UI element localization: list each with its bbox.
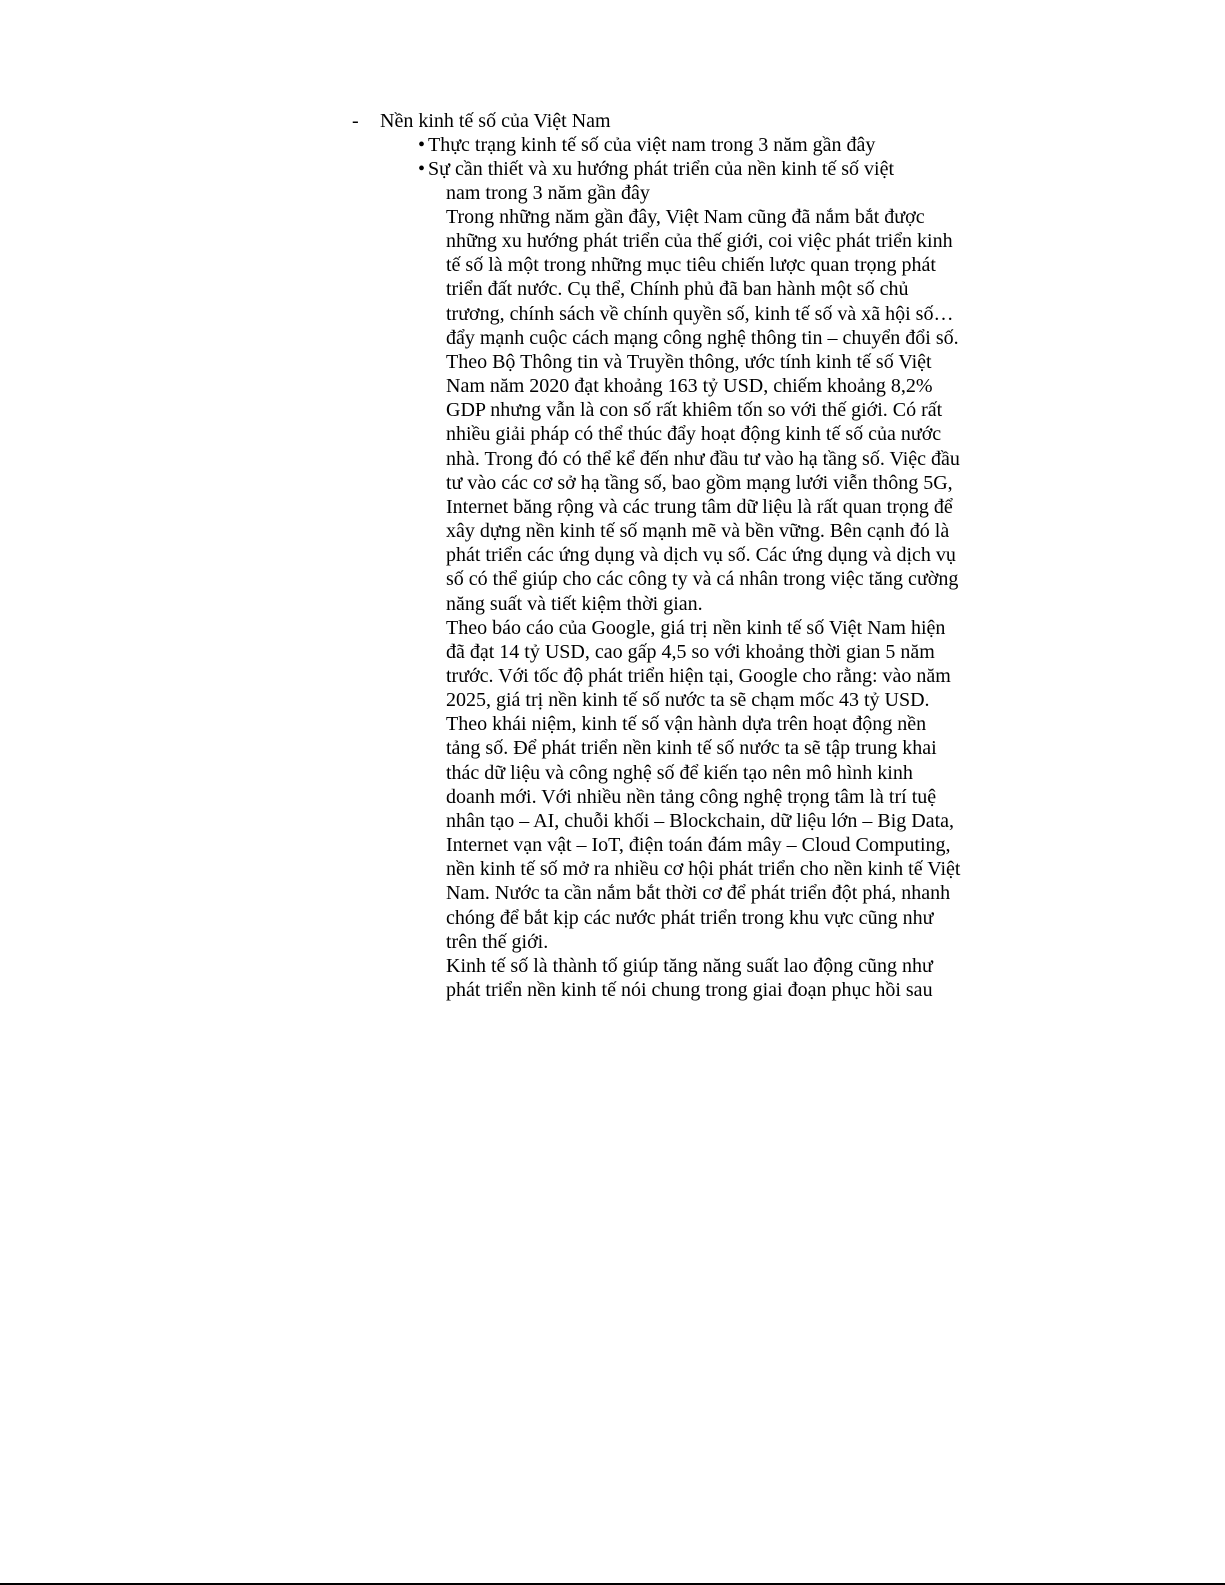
section-heading [352, 109, 611, 133]
paragraph: Theo báo cáo của Google, giá trị nền kinh tế số Việt Nam hiện đã đạt 14 tỷ USD, cao gấp 4,5 so với khoảng thời gian 5 năm trước. Với tốc độ phát triển hiện tại, Google cho rằng: vào năm 2025, giá trị nền kinh tế số nước ta sẽ chạm mốc 43 tỷ USD. [446, 616, 951, 712]
bullet-icon: • [418, 158, 426, 180]
dash-marker: - [352, 110, 359, 132]
bullet-line: Thực trạng kinh tế số của việt nam trong 3 năm gần đây [428, 134, 876, 156]
paragraph: Theo khái niệm, kinh tế số vận hành dựa trên hoạt động nền tảng số. Để phát triển nền kinh tế số nước ta sẽ tập trung khai thác dữ liệu và công nghệ số để kiến tạo nên mô hình kinh doanh mới. Với nhiều nền tảng công nghệ trọng tâm là trí tuệ nhân tạo – AI, chuỗi khối – Blockchain, dữ liệu lớn – Big Data, Internet vạn vật – IoT, điện toán đám mây – Cloud Computing, nền kinh tế số mở ra nhiều cơ hội phát triển cho nền kinh tế Việt Nam. Nước ta cần nắm bắt thời cơ để phát triển đột phá, nhanh chóng để bắt kịp các nước phát triển trong khu vực cũng như trên thế giới. [446, 713, 961, 953]
bullet-list [418, 133, 958, 205]
bullet-text [428, 157, 958, 205]
paragraph: Trong những năm gần đây, Việt Nam cũng đã nắm bắt được những xu hướng phát triển của thế giới, coi việc phát triển kinh tế số là một trong những mục tiêu chiến lược quan trọng phát triển đất nước. Cụ thể, Chính phủ đã ban hành một số chủ trương, chính sách về chính quyền số, kinh tế số và xã hội số… đẩy mạnh cuộc cách mạng công nghệ thông tin – chuyển đổi số. Theo Bộ Thông tin và Truyền thông, ước tính kinh tế số Việt Nam năm 2020 đạt khoảng 163 tỷ USD, chiếm khoảng 8,2% GDP nhưng vẫn là con số rất khiêm tốn so với thế giới. Có rất nhiều giải pháp có thể thúc đẩy hoạt động kinh tế số của nước nhà. Trong đó có thể kể đến như đầu tư vào hạ tầng số. Việc đầu tư vào các cơ sở hạ tầng số, bao gồm mạng lưới viễn thông 5G, Internet băng rộng và các trung tâm dữ liệu là rất quan trọng để xây dựng nền kinh tế số mạnh mẽ và bền vững. Bên cạnh đó là phát triển các ứng dụng và dịch vụ số. Các ứng dụng và dịch vụ số có thể giúp cho các công ty và cá nhân trong việc tăng cường năng suất và tiết kiệm thời gian. [446, 206, 960, 615]
bullet-item [418, 133, 958, 157]
bullet-line-continued: nam trong 3 năm gần đây [446, 182, 650, 204]
section-heading-text: Nền kinh tế số của Việt Nam [380, 110, 611, 132]
body-text [446, 205, 961, 1002]
bullet-line: Sự cần thiết và xu hướng phát triển của nền kinh tế số việt [428, 158, 895, 180]
bullet-item [418, 157, 958, 205]
bullet-text [428, 133, 958, 157]
paragraph: Kinh tế số là thành tố giúp tăng năng suất lao động cũng như phát triển nền kinh tế nói chung trong giai đoạn phục hồi sau [446, 954, 933, 1001]
bullet-icon: • [418, 134, 426, 156]
